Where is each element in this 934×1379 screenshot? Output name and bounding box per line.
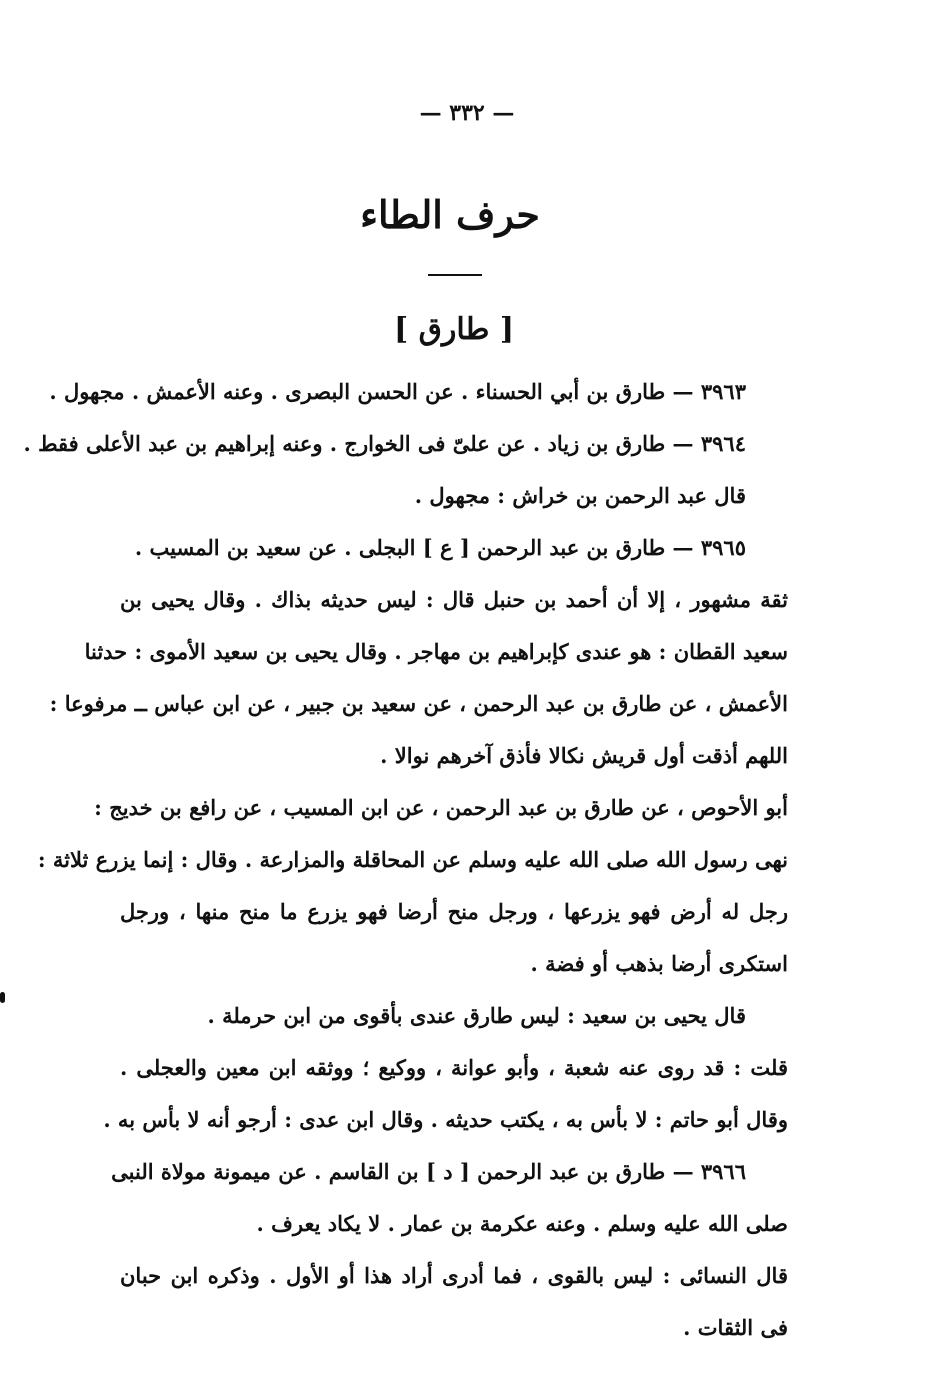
text-line: ٣٩٦٦ — طارق بن عبد الرحمن [ د ] بن القاسم . عن ميمونة مولاة النبى (111, 1159, 746, 1184)
text-line: فى الثقات . (683, 1315, 788, 1340)
chapter-title: حرف الطاء (360, 192, 540, 237)
text-line: ٣٩٦٥ — طارق بن عبد الرحمن [ ع ] البجلى . عن سعيد بن المسيب . (134, 535, 746, 560)
title-divider (428, 274, 482, 276)
text-line: ٣٩٦٤ — طارق بن زياد . عن علىّ فى الخوارج . وعنه إبراهيم بن عبد الأعلى فقط . (23, 431, 746, 456)
margin-speck (0, 992, 5, 1003)
text-line: أبو الأحوص ، عن طارق بن عبد الرحمن ، عن ابن المسيب ، عن رافع بن خديج : (94, 795, 788, 820)
page-number: — ٣٣٢ — (419, 100, 515, 126)
text-line: قلت : قد روى عنه شعبة ، وأبو عوانة ، ووكيع ؛ ووثقه ابن معين والعجلى . (120, 1055, 788, 1080)
text-line: وقال أبو حاتم : لا بأس به ، يكتب حديثه . وقال ابن عدى : أرجو أنه لا بأس به . (103, 1107, 788, 1132)
text-line: صلى الله عليه وسلم . وعنه عكرمة بن عمار . لا يكاد يعرف . (256, 1211, 788, 1236)
text-line: رجل له أرض فهو يزرعها ، ورجل منح أرضا فهو يزرع ما منح منها ، ورجل (120, 899, 788, 924)
text-line: سعيد القطان : هو عندى كإبراهيم بن مهاجر . وقال يحيى بن سعيد الأموى : حدثنا (84, 639, 788, 664)
text-line: ٣٩٦٣ — طارق بن أبي الحسناء . عن الحسن البصرى . وعنه الأعمش . مجهول . (49, 379, 746, 404)
text-line: قال يحيى بن سعيد : ليس طارق عندى بأقوى من ابن حرملة . (207, 1003, 746, 1028)
text-line: ثقة مشهور ، إلا أن أحمد بن حنبل قال : ليس حديثه بذاك . وقال يحيى بن (120, 587, 788, 612)
text-line: قال عبد الرحمن بن خراش : مجهول . (414, 483, 746, 508)
entry-text-block (23, 366, 788, 1354)
text-line: قال النسائى : ليس بالقوى ، فما أدرى أراد هذا أو الأول . وذكره ابن حبان (120, 1263, 788, 1288)
section-heading: [ طارق ] (393, 312, 515, 347)
text-line: اللهم أذقت أول قريش نكالا فأذق آخرهم نوالا . (380, 743, 788, 768)
text-line: الأعمش ، عن طارق بن عبد الرحمن ، عن سعيد بن جبير ، عن ابن عباس ــ مرفوعا : (49, 691, 788, 716)
text-line: استكرى أرضا بذهب أو فضة . (530, 951, 788, 976)
text-line: نهى رسول الله صلى الله عليه وسلم عن المحاقلة والمزارعة . وقال : إنما يزرع ثلاثة : (37, 847, 788, 872)
